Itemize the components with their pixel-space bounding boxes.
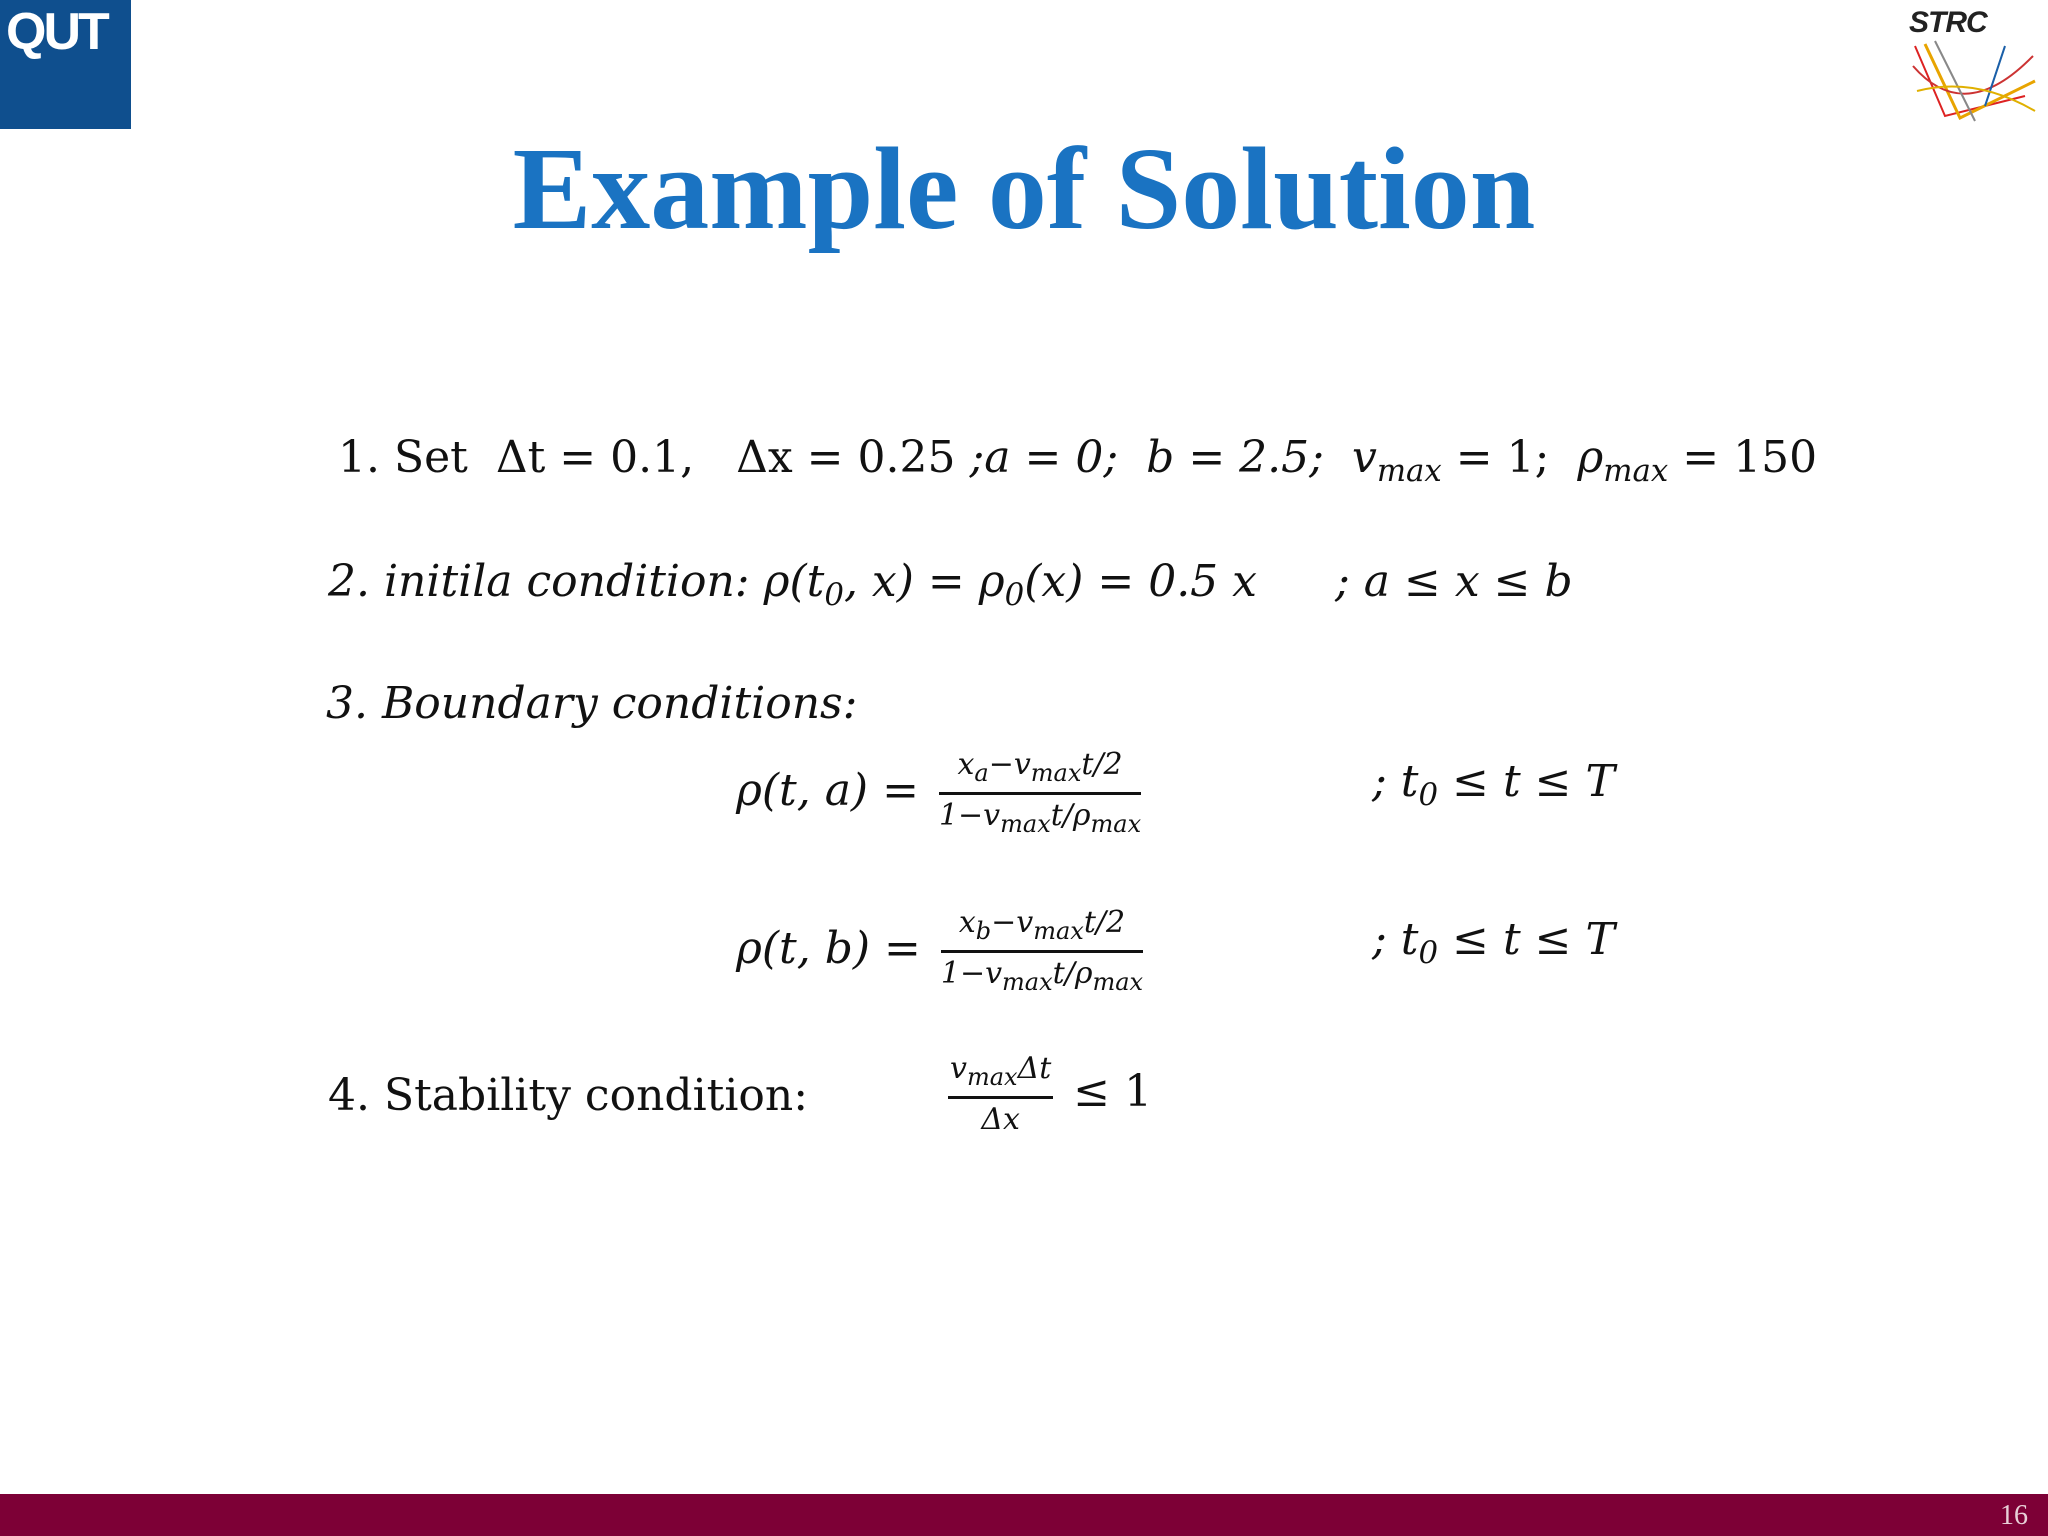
boundary-eq-a-range: ; $t_0 \le t \le T$ (1372, 756, 1615, 814)
qut-logo (0, 0, 131, 129)
stability-numerator: $v_{max}\Delta t$ (948, 1052, 1053, 1099)
stability-denominator: Δx (981, 1101, 1020, 1137)
boundary-eq-b-numerator: $x_b-v_{max}t/2$ (941, 906, 1143, 953)
step-1-dt: Δt = 0.1, (495, 432, 695, 483)
step-1-b: b = 2.5; (1146, 432, 1324, 483)
slide-title: Example of Solution (512, 123, 1536, 254)
qut-logo-text: QUT (6, 3, 107, 61)
strc-logo-text: STRC (1909, 6, 1987, 39)
boundary-eq-a-fraction (939, 748, 1141, 839)
stability-rhs: ≤ 1 (1073, 1066, 1153, 1118)
step-3-label: 3. Boundary conditions: (326, 678, 858, 729)
boundary-eq-b-range: ; $t_0 \le t \le T$ (1372, 914, 1615, 972)
boundary-eq-b-denominator: $1-v_{max}t/\rho_{max}$ (940, 955, 1144, 996)
step-2 (328, 556, 1573, 614)
boundary-eq-b-lhs: ρ(t, b) = (736, 922, 921, 974)
stability-condition (942, 1052, 1152, 1137)
boundary-eq-a-lhs: ρ(t, a) = (736, 764, 919, 816)
step-1-prefix: 1. Set (338, 432, 468, 483)
page-number: 16 (2000, 1500, 2028, 1531)
boundary-eq-a (736, 748, 1147, 839)
step-1-dx: Δx = 0.25 (736, 432, 956, 483)
stability-fraction (948, 1052, 1053, 1137)
step-1 (338, 432, 1818, 490)
boundary-eq-b (736, 906, 1149, 997)
boundary-eq-b-fraction (941, 906, 1143, 997)
step-1-rhomax: $\rho_{max} = 150$ (1577, 432, 1818, 490)
step-4-label: 4. Stability condition: (328, 1070, 809, 1121)
strc-logo-graphic (1905, 36, 2041, 128)
step-2-label: 2. initila condition (328, 556, 735, 607)
step-2-equation: : $\rho(t_0$, $x) = \rho_0(x) = 0.5$ x (734, 556, 1257, 614)
step-1-vmax: $v_{max} = 1$; (1351, 432, 1550, 490)
boundary-eq-a-numerator: $x_a-v_{max}t/2$ (939, 748, 1141, 795)
strc-logo (1905, 6, 2045, 128)
step-1-a: ;a = 0; (969, 432, 1119, 483)
boundary-eq-a-denominator: $1-v_{max}t/\rho_{max}$ (938, 797, 1142, 838)
step-2-range: ; a ≤ x ≤ b (1334, 556, 1573, 607)
footer-bar (0, 1494, 2048, 1536)
